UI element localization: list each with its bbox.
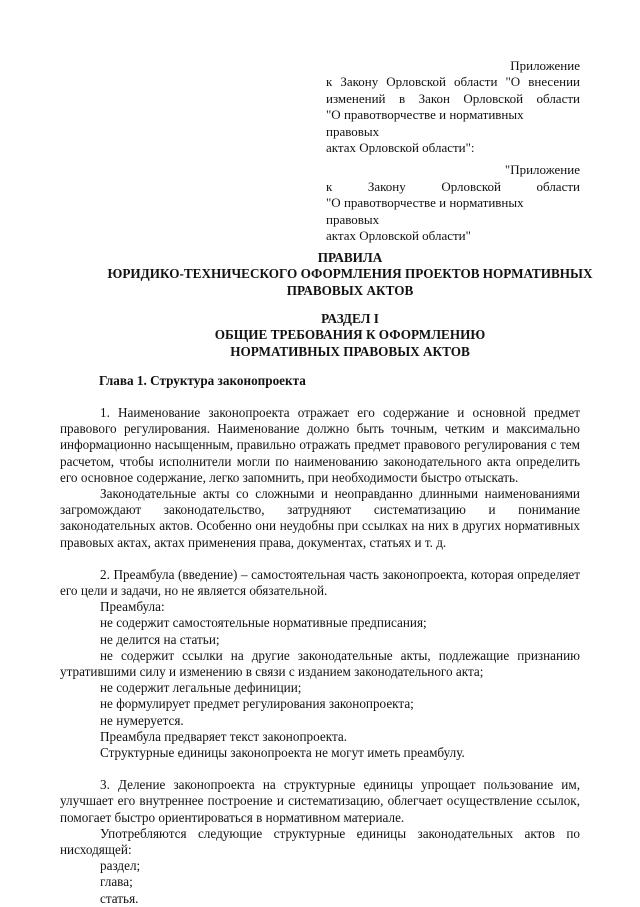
appendix-inner-line: "О правотворчестве и нормативных правовых <box>326 195 524 227</box>
title-line: ПРАВИЛА <box>317 250 383 265</box>
paragraph: Преамбула: <box>100 599 165 615</box>
list-item: не делится на статьи; <box>100 631 220 647</box>
appendix-inner-line: актах Орловской области" <box>326 228 471 244</box>
list-item: не нумеруется. <box>100 712 184 728</box>
appendix-inner-line: к Закону Орловской области <box>326 178 580 194</box>
appendix-line: изменений в Закон Орловской области <box>326 90 580 106</box>
section-line: НОРМАТИВНЫХ ПРАВОВЫХ АКТОВ <box>230 343 470 359</box>
appendix-inner-line: "Приложение <box>504 162 580 178</box>
paragraph: 1. Наименование законопроекта отражает его содержание и основной предмет правового регулирования. Наименование должно быть точным, четким и максимально информационно насыщенным, правильно отражать предмет правового регулирования с тем расчетом, чтобы исполнители могли по наименованию законодательного акта определить его основное содержание, легко запомнить, при необходимости быстро отыскать. <box>60 405 580 485</box>
section-line: РАЗДЕЛ I <box>321 311 379 326</box>
list-item: раздел; <box>100 858 141 874</box>
document-title <box>60 250 640 299</box>
list-item: не содержит легальные дефиниции; <box>100 680 302 696</box>
paragraph: 2. Преамбула (введение) – самостоятельная часть законопроекта, которая определяет его цели и задачи, но не является обязательной. <box>60 566 580 599</box>
paragraph: Законодательные акты со сложными и неоправданно длинными наименованиями загромождают законодательство, затрудняют систематизацию и понимание законодательных актов. Особенно они неудобны при ссылках на них в других нормативных правовых актах, актах применения права, документах, статьях и т. д. <box>60 486 580 550</box>
section-line: ОБЩИЕ ТРЕБОВАНИЯ К ОФОРМЛЕНИЮ <box>214 327 486 343</box>
paragraph: Употребляются следующие структурные единицы законодательных актов по нисходящей: <box>60 825 580 858</box>
list-item: не содержит самостоятельные нормативные предписания; <box>100 615 427 631</box>
list-item: глава; <box>100 874 133 890</box>
paragraph: 3. Деление законопроекта на структурные единицы упрощает пользование им, улучшает его внутреннее построение и систематизацию, облегчает осуществление ссылок, помогает быстро ориентироваться в нормативном материале. <box>60 777 580 825</box>
list-item: не содержит ссылки на другие законодательные акты, подлежащие признанию утратившими силу и изменению в связи с изданием законодательного акта; <box>60 647 580 680</box>
document-body <box>60 405 580 907</box>
paragraph: Структурные единицы законопроекта не могут иметь преамбулу. <box>100 745 465 761</box>
appendix-line: актах Орловской области": <box>326 140 475 156</box>
paragraph: Преамбула предваряет текст законопроекта. <box>100 728 348 744</box>
list-item: статья. <box>100 890 139 906</box>
title-line: ПРАВОВЫХ АКТОВ <box>286 282 414 298</box>
appendix-line: к Закону Орловской области "О внесении <box>326 74 580 90</box>
list-item: не формулирует предмет регулирования законопроекта; <box>100 696 414 712</box>
chapter-heading: Глава 1. Структура законопроекта <box>99 373 306 388</box>
appendix-line: Приложение <box>510 58 580 73</box>
title-line: ЮРИДИКО-ТЕХНИЧЕСКОГО ОФОРМЛЕНИЯ ПРОЕКТОВ НОРМАТИВНЫХ <box>107 266 593 282</box>
section-heading <box>60 311 640 360</box>
appendix-line: "О правотворчестве и нормативных правовых <box>326 107 524 139</box>
appendix-block <box>326 58 580 244</box>
